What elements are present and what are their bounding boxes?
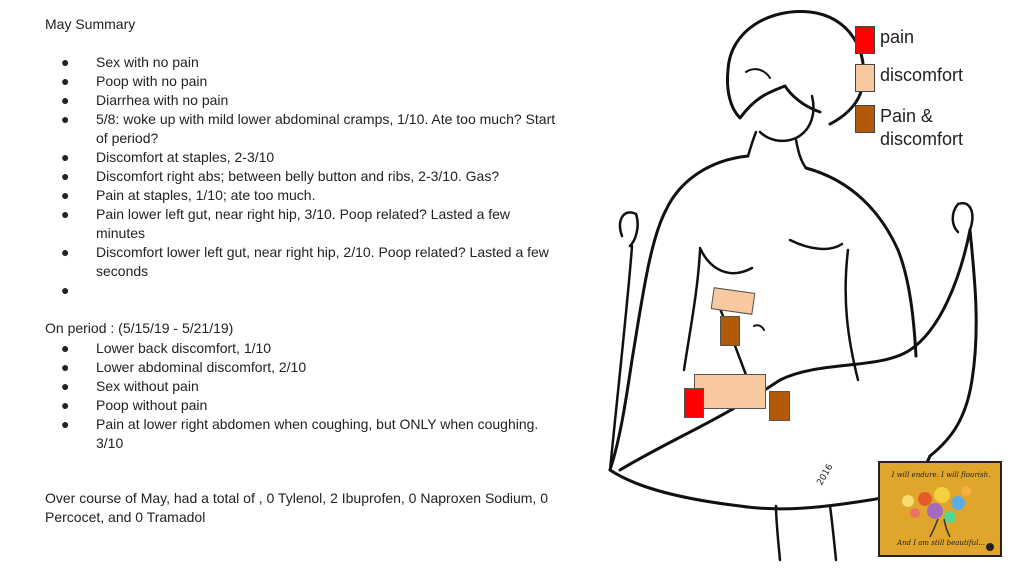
marker-pain-right-abdomen — [684, 388, 704, 418]
bullet-icon: ● — [61, 206, 70, 222]
period-heading: On period : (5/15/19 - 5/21/19) — [45, 320, 234, 336]
bullet-icon: ● — [61, 282, 70, 298]
list-item: ● 5/8: woke up with mild lower abdominal cramps, 1/10. Ate too much? Start of period? — [61, 111, 556, 146]
bullet-icon: ● — [61, 340, 70, 356]
list-item: ● Poop with no pain — [61, 73, 208, 89]
flower-figure-icon — [880, 479, 1000, 539]
list-item: ● Discomfort right abs; between belly button and ribs, 2-3/10. Gas? — [61, 168, 500, 184]
bullet-icon: ● — [61, 397, 70, 413]
bullet-icon: ● — [61, 359, 70, 375]
period-list — [0, 339, 560, 453]
legend-swatch-pain — [855, 26, 875, 54]
bullet-icon: ● — [61, 244, 70, 260]
list-item-empty — [0, 281, 560, 300]
towel-right-hand — [953, 203, 973, 232]
legend-label: pain — [880, 27, 915, 47]
legend-item-pain-discomfort — [855, 105, 990, 151]
towel-right-edge — [930, 230, 976, 456]
navel — [754, 325, 764, 330]
towel-left-edge — [610, 246, 632, 470]
bullet-icon: ● — [61, 416, 70, 432]
bullet-icon: ● — [61, 378, 70, 394]
list-item: ● Sex with no pain — [61, 54, 199, 70]
marker-discomfort-lower-abdomen — [694, 374, 766, 409]
marker-pain-discomfort-left-hip — [769, 391, 790, 421]
neck-line — [796, 140, 806, 168]
legend-item-pain — [855, 26, 914, 54]
bullet-icon: ● — [61, 92, 70, 108]
list-item: ● Pain at staples, 1/10; ate too much. — [61, 187, 316, 203]
paw-icon — [986, 543, 994, 551]
bullet-icon: ● — [61, 187, 70, 203]
towel-left-hand — [620, 212, 638, 246]
bullet-icon: ● — [61, 73, 70, 89]
artist-signature: 2016 — [815, 462, 836, 488]
breast-right — [790, 240, 842, 249]
legend-label: Pain & discomfort — [880, 106, 964, 149]
badge-bottom-text: And I am still beautiful... — [896, 539, 985, 547]
face-outline — [760, 96, 813, 141]
breast-left — [700, 248, 752, 273]
left-arm-outline — [610, 156, 748, 470]
medication-summary: Over course of May, had a total of , 0 Tylenol, 2 Ibuprofen, 0 Naproxen Sodium, 0 Percocet, and 0 Tramadol — [45, 490, 548, 525]
bullet-icon: ● — [61, 149, 70, 165]
neck-line-left — [748, 132, 756, 156]
list-item: ● Discomfort at staples, 2-3/10 — [61, 149, 275, 165]
list-item: ● Discomfort lower left gut, near right hip, 2/10. Poop related? Lasted a few seconds — [61, 244, 549, 279]
legend-label: discomfort — [880, 65, 964, 85]
hair-fringe — [728, 70, 821, 118]
list-item: ● Sex without pain — [61, 378, 199, 394]
list-item: ● Lower abdominal discomfort, 2/10 — [61, 359, 307, 375]
bullet-icon: ● — [61, 168, 70, 184]
list-item: ● Diarrhea with no pain — [61, 92, 229, 108]
legend-swatch-discomfort — [855, 64, 875, 92]
badge-top-text: I will endure. I will flourish. — [891, 471, 991, 479]
bullet-icon: ● — [61, 111, 70, 127]
bullet-icon: ● — [61, 54, 70, 70]
left-leg — [776, 506, 780, 560]
right-waist — [846, 250, 858, 380]
list-item: ● Pain at lower right abdomen when coughing, but ONLY when coughing. 3/10 — [61, 416, 539, 451]
body-diagram — [580, 0, 1024, 576]
list-item: ● Lower back discomfort, 1/10 — [61, 340, 272, 356]
eye-line — [746, 69, 770, 78]
list-item: ● Pain lower left gut, near right hip, 3/10. Poop related? Lasted a few minutes — [61, 206, 511, 241]
left-torso-line — [684, 250, 700, 370]
summary-list — [0, 53, 560, 300]
legend-item-discomfort — [855, 64, 963, 92]
towel-top-edge — [620, 230, 970, 470]
right-arm-outline — [806, 168, 916, 356]
right-leg — [830, 506, 836, 560]
legend-swatch-pain-discomfort — [855, 105, 875, 133]
list-item: ● Poop without pain — [61, 397, 208, 413]
page-title: May Summary — [45, 16, 136, 32]
marker-pain-discomfort-navel — [720, 316, 740, 346]
inspiration-badge — [878, 461, 1002, 557]
